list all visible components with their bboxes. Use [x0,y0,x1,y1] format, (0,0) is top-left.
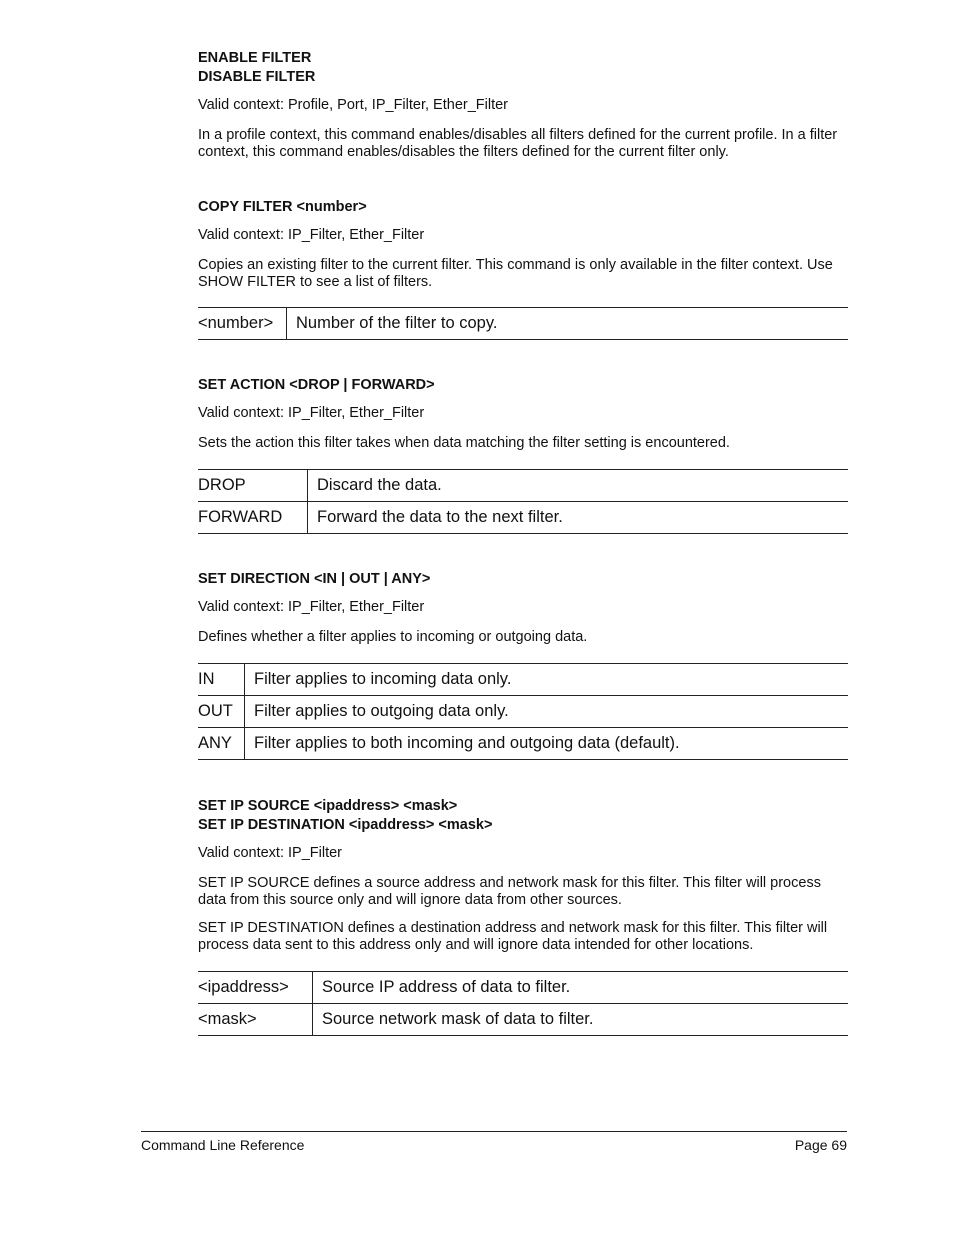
table-row [198,696,848,728]
valid-context: Valid context: IP_Filter, Ether_Filter [198,227,425,243]
page-number: Page 69 [794,1137,847,1153]
valid-context: Valid context: Profile, Port, IP_Filter, Ether_Filter [198,97,508,113]
section-set-action [198,376,848,534]
section-copy-filter [198,198,848,340]
valid-context: Valid context: IP_Filter, Ether_Filter [198,405,425,421]
command-heading: ENABLE FILTER [198,50,312,66]
description: SET IP SOURCE defines a source address and network mask for this filter. This filter will process data from this source only and will ignore data from other sources. [198,875,821,908]
table-row [198,470,848,502]
arg-name: IN [198,664,245,696]
arg-name: ANY [198,728,245,760]
argument-table [198,469,848,534]
arg-desc: Discard the data. [308,470,849,502]
arg-name: DROP [198,470,308,502]
arg-desc: Forward the data to the next filter. [308,502,849,534]
command-heading: SET IP DESTINATION <ipaddress> <mask> [198,817,493,833]
arg-desc: Filter applies to outgoing data only. [245,696,849,728]
table-row [198,1004,848,1036]
argument-table [198,307,848,340]
valid-context: Valid context: IP_Filter [198,845,342,861]
table-row [198,502,848,534]
arg-name: <number> [198,308,287,340]
arg-name: <mask> [198,1004,313,1036]
section-enable-disable-filter [198,49,848,161]
command-heading: DISABLE FILTER [198,69,316,85]
arg-desc: Filter applies to both incoming and outgoing data (default). [245,728,849,760]
description: In a profile context, this command enables/disables all filters defined for the current profile. In a filter context, this command enables/disables the filters defined for the current filter only. [198,127,838,160]
description: SET IP DESTINATION defines a destination address and network mask for this filter. This filter will process data sent to this address only and will ignore data intended for other locations. [198,920,828,953]
arg-desc: Source network mask of data to filter. [313,1004,849,1036]
description: Sets the action this filter takes when data matching the filter setting is encountered. [198,435,730,451]
command-heading: COPY FILTER <number> [198,199,367,215]
section-set-ip-source-destination [198,797,848,1036]
footer-title: Command Line Reference [141,1137,305,1153]
table-row [198,664,848,696]
table-row [198,728,848,760]
description: Defines whether a filter applies to incoming or outgoing data. [198,629,588,645]
command-heading: SET IP SOURCE <ipaddress> <mask> [198,798,458,814]
page-footer [141,1131,847,1153]
arg-name: <ipaddress> [198,972,313,1004]
command-heading: SET ACTION <DROP | FORWARD> [198,377,435,393]
argument-table [198,971,848,1036]
arg-desc: Filter applies to incoming data only. [245,664,849,696]
arg-desc: Source IP address of data to filter. [313,972,849,1004]
table-row [198,972,848,1004]
arg-desc: Number of the filter to copy. [287,308,849,340]
arg-name: OUT [198,696,245,728]
section-set-direction [198,570,848,760]
command-heading: SET DIRECTION <IN | OUT | ANY> [198,571,431,587]
table-row [198,308,848,340]
arg-name: FORWARD [198,502,308,534]
argument-table [198,663,848,760]
valid-context: Valid context: IP_Filter, Ether_Filter [198,599,425,615]
description: Copies an existing filter to the current filter. This command is only available in the filter context. Use SHOW FILTER to see a list of filters. [198,257,833,290]
